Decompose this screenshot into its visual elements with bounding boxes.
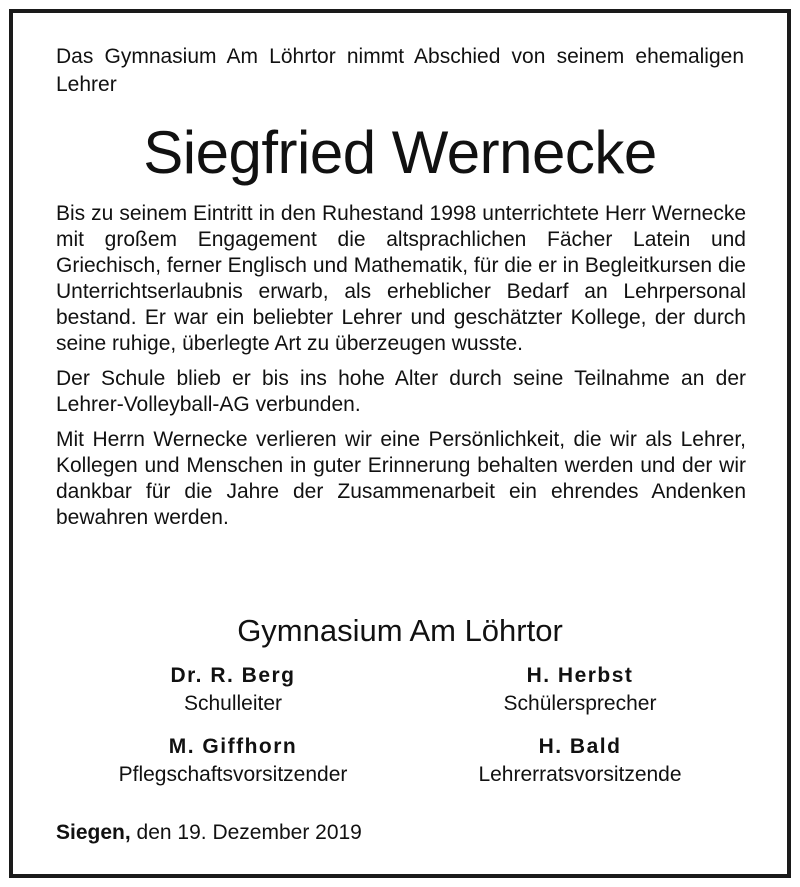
intro-text: Das Gymnasium Am Löhrtor nimmt Abschied von seinem ehemaligen Lehrer [56,45,744,96]
paragraph-farewell: Mit Herrn Wernecke verlieren wir eine Persönlichkeit, die wir als Lehrer, Kollegen und Menschen in guter Erinnerung behalten werden und der wir dankbar für die Jahre der Zusammenarbeit ein ehrendes Andenken bewahren werden. [56,428,746,529]
paragraph-career: Bis zu seinem Eintritt in den Ruhestand 1998 unterrichtete Herr Wernecke mit großem Engagement die altsprachlichen Fächer Latein und Griechisch, ferner Englisch und Mathematik, für die er in Begleitkursen die Unterrichtserlaubnis erwarb, als erheblicher Bedarf an Lehrpersonal bestand. Er war ein beliebter Lehrer und geschätzter Kollege, der durch seine ruhige, überlegte Art zu überzeugen wusste. [56,202,746,355]
obituary-notice [9,9,791,878]
signatory-name: H. Herbst [526,664,634,687]
place: Siegen, [56,821,131,844]
place-and-date [56,819,362,847]
signatory-name: H. Bald [538,735,622,758]
signatory-student-speaker [400,662,760,718]
signatory-teachers-council [400,733,760,789]
signatory-name: M. Giffhorn [168,735,298,758]
signatory-role: Pflegschaftsvorsitzender [118,763,348,786]
signatory-role: Lehrerratsvorsitzende [478,763,682,786]
signatory-principal [53,662,413,718]
deceased-name: Siegfried Wernecke [143,119,657,186]
signatory-parents-council [53,733,413,789]
date: den 19. Dezember 2019 [136,821,362,844]
paragraph-volleyball: Der Schule blieb er bis ins hohe Alter durch seine Teilnahme an der Lehrer-Volleyball-AG verbunden. [56,367,746,416]
signatory-role: Schülersprecher [503,692,657,715]
signatory-role: Schulleiter [183,692,283,715]
obituary-body [56,201,746,540]
signatory-name: Dr. R. Berg [170,664,296,687]
organization-name: Gymnasium Am Löhrtor [237,613,563,648]
